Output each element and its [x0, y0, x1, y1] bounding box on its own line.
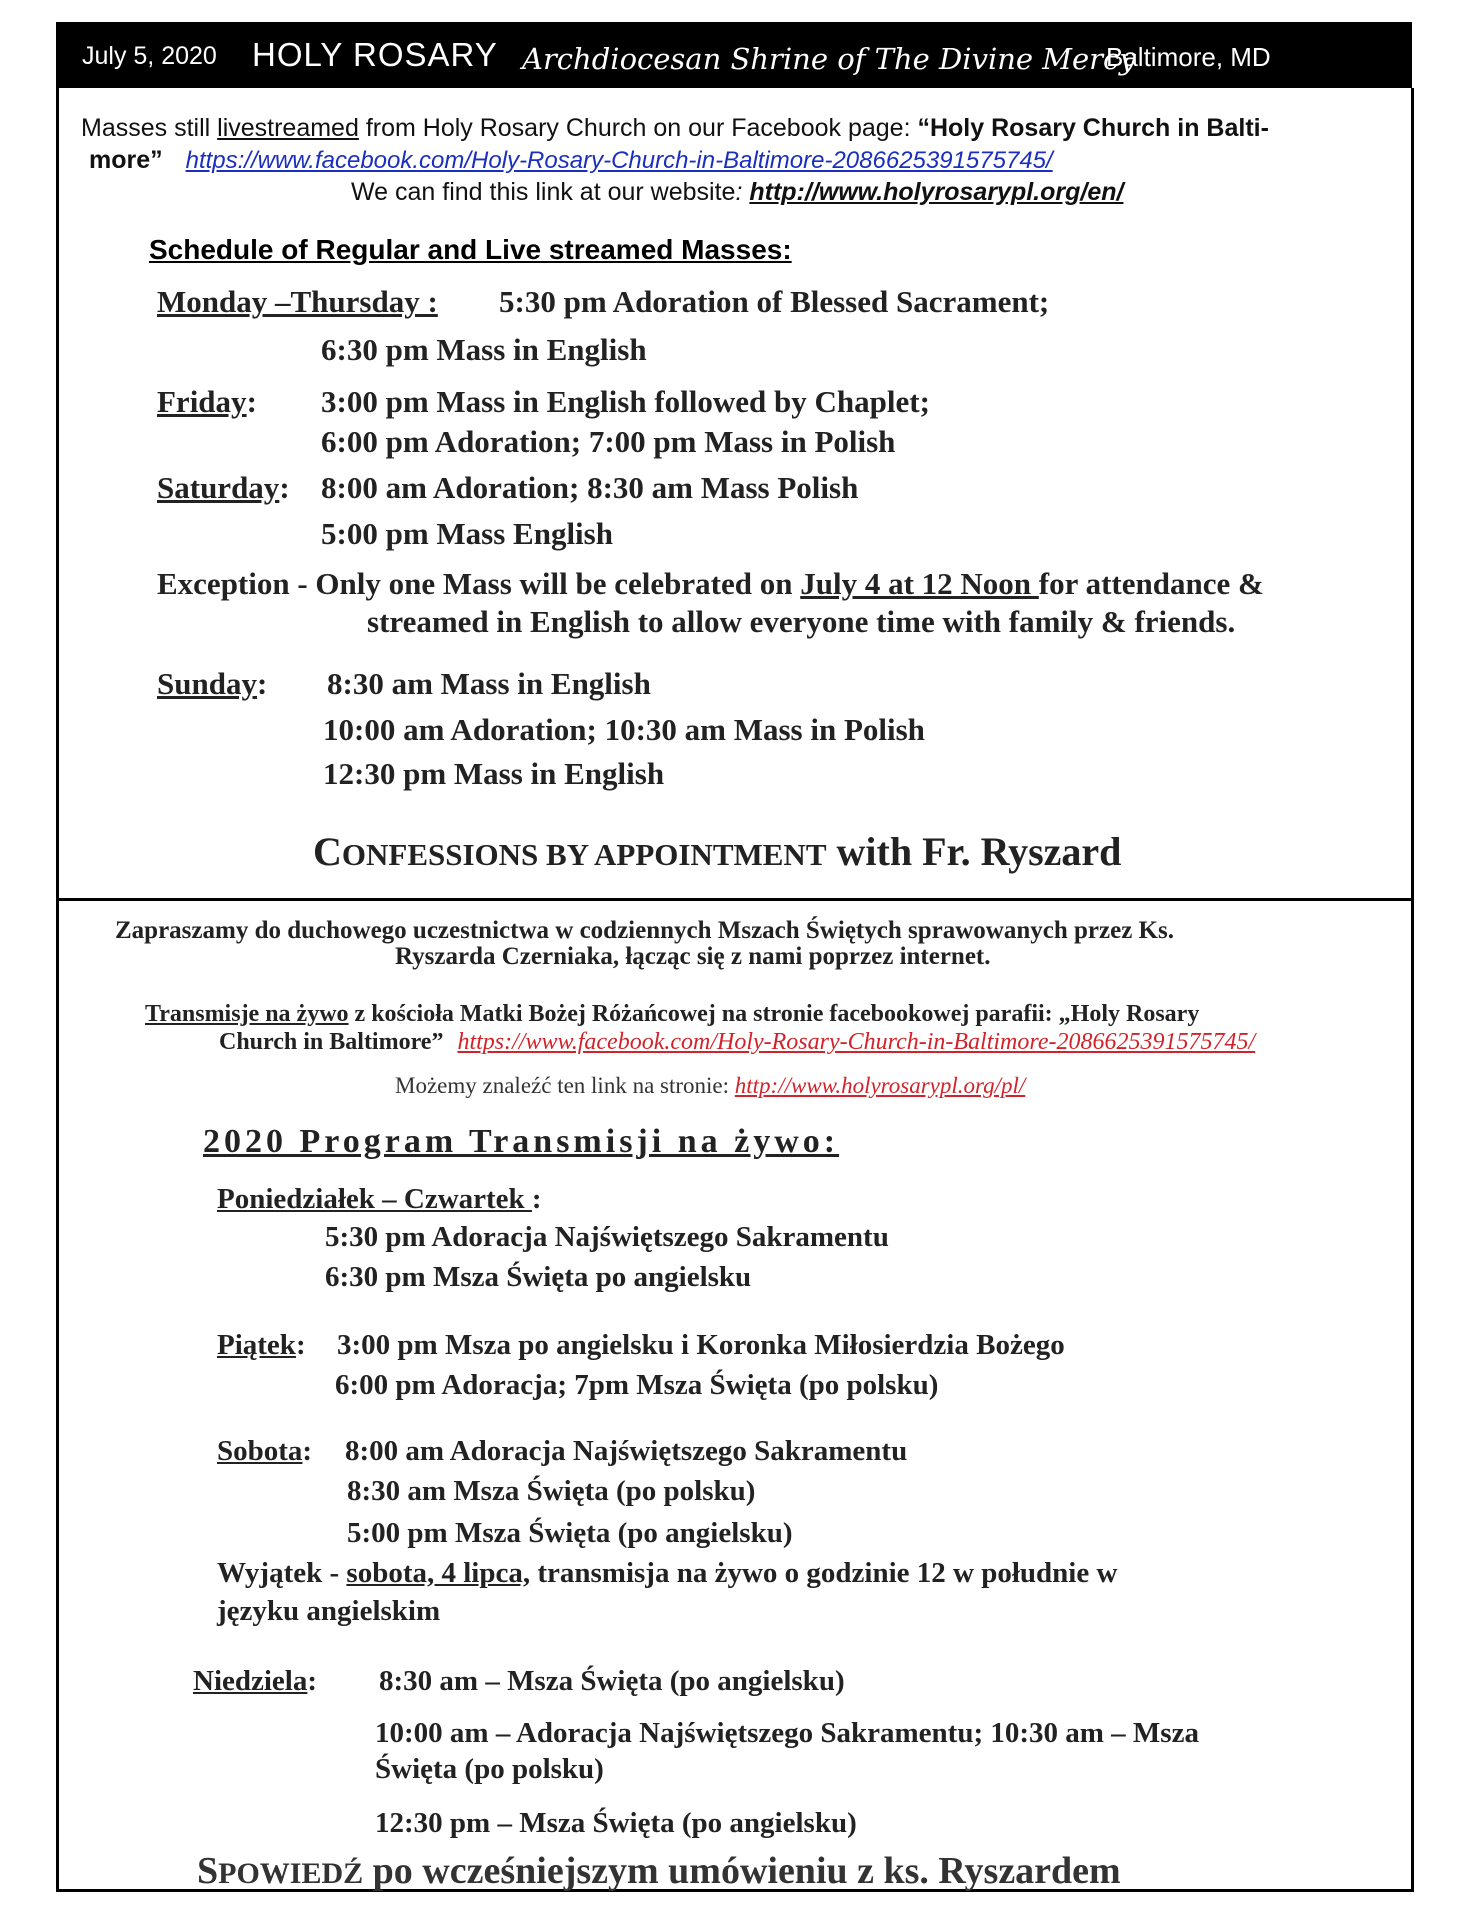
schedule-friday-2: 6:00 pm Adoration; 7:00 pm Mass in Polish	[321, 424, 896, 459]
day-saturday-label: Saturday	[157, 470, 280, 505]
website-text: We can find this link at our website	[351, 178, 736, 206]
intro-line-2	[89, 146, 1053, 175]
schedule-pl-friday-2: 6:00 pm Adoracja; 7pm Msza Święta (po polsku)	[335, 1369, 939, 1401]
website-text-pl: Możemy znaleźć ten link na stronie:	[395, 1073, 735, 1098]
day-sobota	[217, 1435, 312, 1468]
day-sunday-label: Sunday	[157, 666, 257, 701]
transmisje-label: Transmisje na żywo	[145, 1001, 349, 1027]
exception-pl-text: Wyjątek -	[217, 1557, 347, 1589]
day-pon-czw-colon: :	[531, 1183, 542, 1215]
transmisje-line-2	[219, 1029, 1255, 1056]
day-niedziela-colon: :	[307, 1665, 318, 1697]
day-sobota-colon: :	[302, 1435, 313, 1467]
website-link-pl[interactable]: http://www.holyrosarypl.org/pl/	[734, 1073, 1026, 1098]
facebook-link-pl[interactable]: https://www.facebook.com/Holy-Rosary-Church-in-Baltimore-2086625391575745/	[457, 1029, 1256, 1055]
spowiedz-smallcaps: POWIEDŹ	[218, 1857, 364, 1890]
intro-line-1	[81, 114, 1269, 143]
confessions-initial: C	[313, 829, 342, 874]
intro-livestreamed: livestreamed	[217, 114, 359, 142]
day-niedziela-label: Niedziela	[193, 1665, 308, 1697]
spowiedz-text: po wcześniejszym umówieniu z ks. Ryszardem	[363, 1850, 1121, 1892]
day-saturday	[157, 470, 290, 506]
transmisje-text: z kościoła Matki Bożej Różańcowej na stronie facebookowej parafii: „Holy Rosary	[348, 1001, 1200, 1027]
schedule-pl-saturday-3: 5:00 pm Msza Święta (po angielsku)	[347, 1517, 793, 1549]
schedule-pl-saturday-1: 8:00 am Adoracja Najświętszego Sakramentu	[345, 1435, 908, 1467]
exception-date: July 4 at 12 Noon	[800, 566, 1039, 601]
schedule-mon-thu-2: 6:30 pm Mass in English	[321, 332, 647, 367]
schedule-mon-thu-1: 5:30 pm Adoration of Blessed Sacrament;	[499, 284, 1050, 319]
day-piatek-colon: :	[295, 1329, 306, 1361]
day-friday	[157, 384, 257, 420]
day-friday-label: Friday	[157, 384, 247, 419]
intro-text: Masses still	[81, 114, 218, 142]
exception-pl-text: transmisja na żywo o godzinie 12 w południe w	[530, 1557, 1118, 1589]
schedule-saturday-1: 8:00 am Adoration; 8:30 am Mass Polish	[321, 470, 859, 505]
website-link[interactable]: http://www.holyrosarypl.org/en/	[749, 178, 1124, 206]
day-monday-thursday: Monday –Thursday :	[157, 284, 438, 319]
schedule-pl-sunday-2: 10:00 am – Adoracja Najświętszego Sakramentu; 10:30 am – Msza	[375, 1717, 1199, 1749]
exception-line-1	[157, 566, 1264, 602]
day-pon-czw	[217, 1183, 542, 1216]
header-bar	[56, 22, 1412, 88]
bulletin-page	[56, 22, 1412, 1892]
day-piatek-label: Piątek	[217, 1329, 296, 1361]
intro-line-3	[351, 178, 1123, 207]
english-section	[56, 88, 1414, 901]
exception-text: for attendance &	[1038, 566, 1264, 601]
header-city: Baltimore, MD	[1106, 42, 1271, 72]
schedule-saturday-2: 5:00 pm Mass English	[321, 516, 613, 551]
schedule-pl-friday-1: 3:00 pm Msza po angielsku i Koronka Miłosierdzia Bożego	[337, 1329, 1065, 1361]
website-colon: :	[735, 178, 750, 206]
day-piatek	[217, 1329, 306, 1362]
day-pon-czw-label: Poniedziałek – Czwartek	[217, 1183, 532, 1215]
program-title: 2020 Program Transmisji na żywo:	[203, 1123, 840, 1160]
intro-page-name-end: more”	[89, 146, 163, 174]
schedule-pl-sunday-2b: Święta (po polsku)	[375, 1753, 604, 1785]
schedule-friday-1: 3:00 pm Mass in English followed by Chaplet;	[321, 384, 930, 419]
schedule-pl-saturday-2: 8:30 am Msza Święta (po polsku)	[347, 1475, 756, 1507]
transmisje-page-name: Church in Baltimore”	[219, 1029, 444, 1055]
spowiedz-initial: S	[197, 1850, 219, 1892]
exception-pl-date: sobota, 4 lipca,	[346, 1557, 531, 1589]
polish-section	[56, 898, 1414, 1892]
confessions-with: with Fr. Ryszard	[826, 829, 1122, 874]
day-sobota-label: Sobota	[217, 1435, 303, 1467]
website-line-pl	[395, 1073, 1025, 1099]
schedule-sunday-2: 10:00 am Adoration; 10:30 am Mass in Polish	[323, 712, 925, 747]
facebook-link[interactable]: https://www.facebook.com/Holy-Rosary-Church-in-Baltimore-2086625391575745/	[185, 147, 1053, 174]
intro-text: from Holy Rosary Church on our Facebook page:	[358, 114, 918, 142]
spowiedz-heading	[197, 1849, 1121, 1893]
schedule-pl-mon-thu-2: 6:30 pm Msza Święta po angielsku	[325, 1261, 752, 1293]
day-friday-colon: :	[246, 384, 257, 419]
invite-line-2: Ryszarda Czerniaka, łącząc się z nami poprzez internet.	[395, 943, 991, 970]
day-niedziela	[193, 1665, 317, 1698]
day-saturday-colon: :	[279, 470, 290, 505]
schedule-pl-mon-thu-1: 5:30 pm Adoracja Najświętszego Sakramentu	[325, 1221, 889, 1253]
schedule-sunday-3: 12:30 pm Mass in English	[323, 756, 665, 791]
schedule-pl-sunday-3: 12:30 pm – Msza Święta (po angielsku)	[375, 1807, 857, 1839]
invite-line-1: Zapraszamy do duchowego uczestnictwa w codziennych Mszach Świętych sprawowanych przez Ks.	[115, 917, 1174, 944]
intro-page-name: “Holy Rosary Church in Balti-	[917, 114, 1269, 142]
confessions-smallcaps: ONFESSIONS BY APPOINTMENT	[341, 837, 827, 872]
day-sunday-colon: :	[256, 666, 268, 701]
exception-pl-line-2: języku angielskim	[217, 1595, 441, 1627]
confessions-heading	[313, 828, 1121, 875]
schedule-title: Schedule of Regular and Live streamed Masses:	[149, 234, 792, 265]
exception-text: Exception - Only one Mass will be celebrated on	[157, 566, 801, 601]
day-sunday	[157, 666, 267, 702]
header-date: July 5, 2020	[82, 42, 217, 70]
header-shrine: Archdiocesan Shrine of The Divine Mercy	[522, 42, 1136, 76]
exception-pl-line-1	[217, 1557, 1117, 1590]
exception-line-2: streamed in English to allow everyone time with family & friends.	[367, 604, 1236, 639]
header-church: HOLY ROSARY	[252, 36, 498, 73]
transmisje-line-1	[145, 1001, 1199, 1028]
schedule-sunday-1: 8:30 am Mass in English	[327, 666, 651, 701]
schedule-pl-sunday-1: 8:30 am – Msza Święta (po angielsku)	[379, 1665, 845, 1697]
